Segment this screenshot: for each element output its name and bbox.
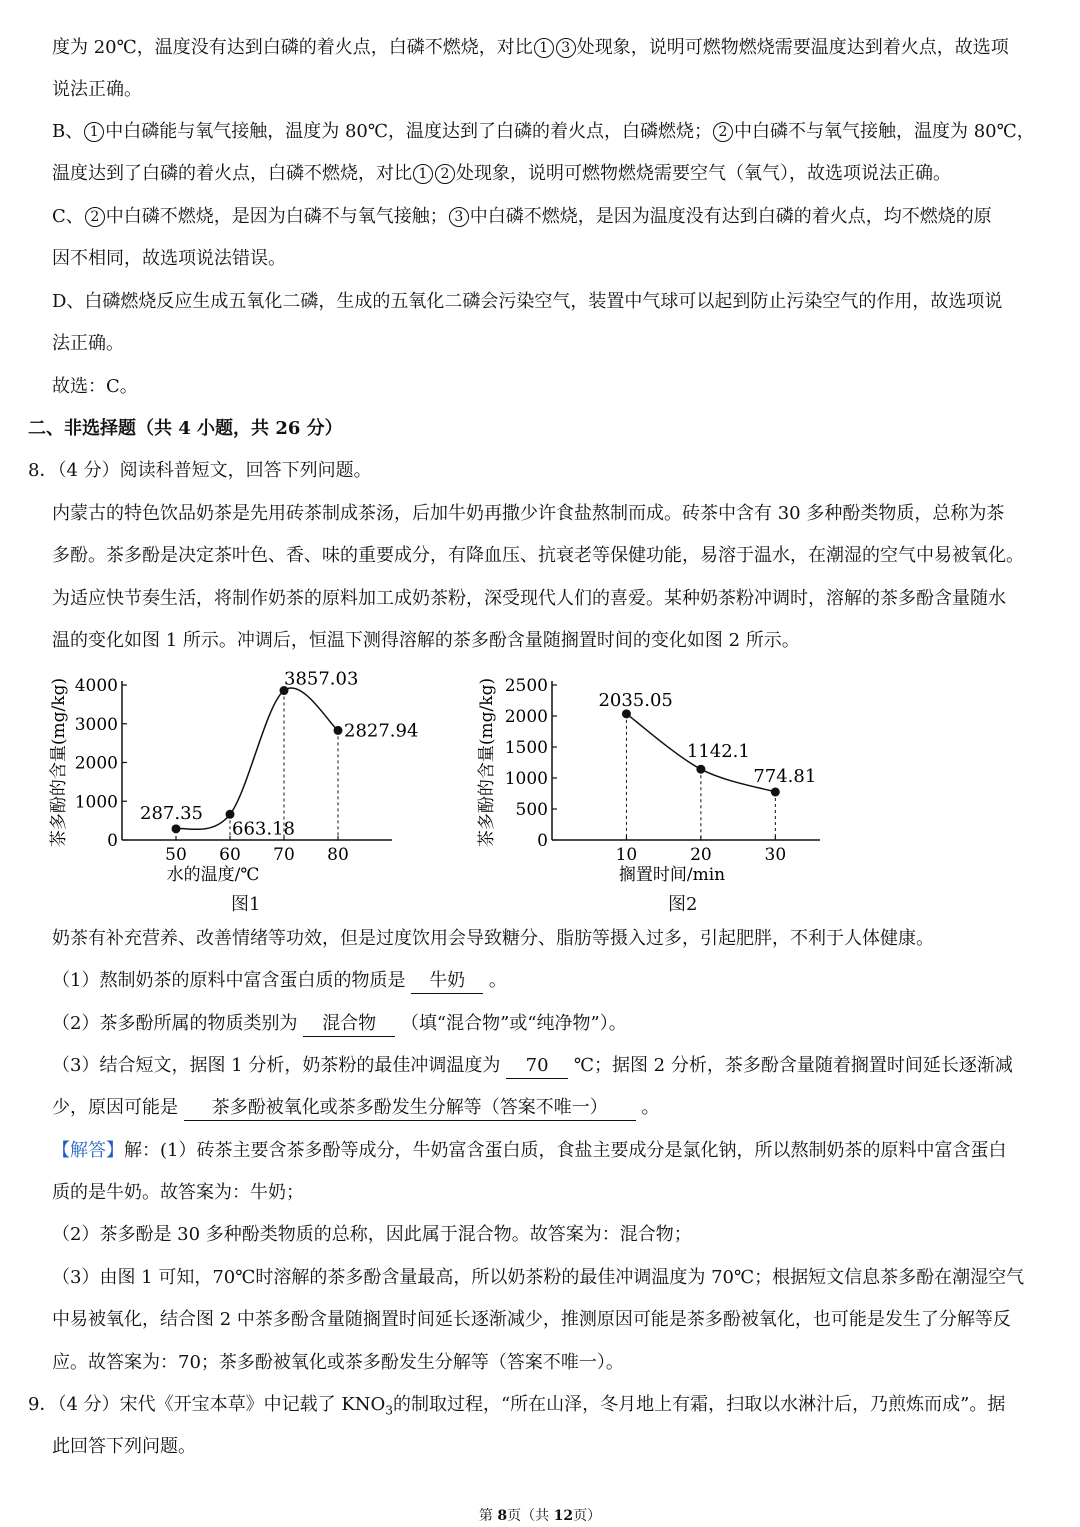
text: 中白磷不与氧气接触，温度为 80℃，	[734, 121, 1035, 142]
figure-1-chart	[40, 662, 440, 884]
text: 页（共	[507, 1508, 554, 1524]
data-point	[172, 824, 181, 833]
data-point	[334, 726, 343, 735]
x-tick-label: 60	[219, 845, 241, 865]
text: 。	[641, 1097, 660, 1118]
passage-line: 多酚。茶多酚是决定茶叶色、香、味的重要成分，有降血压、抗衰老等保健功能，易溶于温水，在潮湿的空气中易被氧化。	[52, 545, 1024, 566]
sub-question-3-cont	[52, 1096, 659, 1121]
x-tick-label: 80	[327, 845, 349, 865]
data-label: 2035.05	[598, 689, 673, 711]
data-label: 663.18	[232, 818, 295, 840]
solution-line: 应。故答案为：70；茶多酚被氧化或茶多酚发生分解等（答案不唯一）。	[52, 1352, 624, 1373]
text: 。	[488, 970, 507, 991]
text: 处现象，说明可燃物燃烧需要温度达到着火点，故选项	[576, 37, 1009, 58]
circled-number: 3	[556, 38, 576, 58]
text: 解：(1）砖茶主要含茶多酚等成分，牛奶富含蛋白质，食盐主要成分是氯化钠，所以熬制奶茶的原料中富含蛋白	[124, 1140, 1007, 1161]
text: 第	[478, 1508, 498, 1524]
y-tick-label: 0	[107, 831, 118, 851]
figure-2-caption: 图2	[668, 894, 698, 915]
y-tick-label: 500	[515, 800, 548, 820]
text: 中白磷不燃烧，是因为白磷不与氧气接触；	[105, 206, 448, 227]
data-label: 2827.94	[344, 720, 419, 742]
solution-line: （2）茶多酚是 30 多种酚类物质的总称，因此属于混合物。故答案为：混合物；	[52, 1224, 692, 1245]
text: 度为 20℃，温度没有达到白磷的着火点，白磷不燃烧，对比	[52, 37, 533, 58]
data-point	[771, 787, 780, 796]
x-axis-label: 水的温度/℃	[166, 865, 260, 884]
y-tick-label: 2500	[504, 676, 548, 696]
page-footer	[0, 1505, 1080, 1525]
figure-1-caption: 图1	[231, 894, 261, 915]
text: 9．（4 分）宋代《开宝本草》中记载了 KNO	[28, 1394, 386, 1415]
sub-question-1	[52, 969, 507, 994]
text: 中白磷能与氧气接触，温度为 80℃，温度达到了白磷的着火点，白磷燃烧；	[105, 121, 712, 142]
page-number: 8	[497, 1508, 508, 1524]
y-tick-label: 1000	[504, 769, 548, 789]
data-label: 3857.03	[284, 668, 359, 690]
answer-blank-4: 茶多酚被氧化或茶多酚发生分解等（答案不唯一）	[184, 1096, 636, 1121]
question-8-heading: 8．（4 分）阅读科普短文，回答下列问题。	[28, 460, 372, 481]
data-point	[696, 765, 705, 774]
x-tick-label: 50	[165, 845, 187, 865]
circled-number: 2	[435, 164, 455, 184]
circled-number: 1	[84, 122, 104, 142]
x-axis-label: 搁置时间/min	[618, 865, 726, 884]
text: 少，原因可能是	[52, 1097, 178, 1118]
passage-line: 为适应快节奏生活，将制作奶茶的原料加工成奶茶粉，深受现代人们的喜爱。某种奶茶粉冲调时，溶解的茶多酚含量随水	[52, 588, 1006, 609]
text: （3）结合短文，据图 1 分析，奶茶粉的最佳冲调温度为	[52, 1055, 501, 1076]
passage-line: 奶茶有补充营养、改善情绪等功效，但是过度饮用会导致糖分、脂肪等摄入过多，引起肥胖，不利于人体健康。	[52, 928, 934, 949]
text: （填“混合物”或“纯净物”）。	[400, 1013, 627, 1034]
circled-number: 3	[449, 207, 469, 227]
text: 中白磷不燃烧，是因为温度没有达到白磷的着火点，均不燃烧的原	[469, 206, 992, 227]
sub-question-2	[52, 1012, 627, 1037]
text: 页）	[573, 1508, 602, 1524]
figure-2-chart	[470, 662, 830, 884]
text: ℃；据图 2 分析，茶多酚含量随着搁置时间延长逐渐减	[573, 1055, 1013, 1076]
page-total: 12	[553, 1508, 574, 1524]
option-c-line	[52, 205, 992, 229]
passage-line: 内蒙古的特色饮品奶茶是先用砖茶制成茶汤，后加牛奶再撒少许食盐熬制而成。砖茶中含有 30 多种酚类物质，总称为茶	[52, 503, 1005, 524]
solution-tag: 【解答】	[52, 1140, 124, 1161]
circled-number: 1	[413, 164, 433, 184]
answer-blank-3: 70	[506, 1054, 568, 1079]
solution-line	[52, 1139, 1006, 1163]
text: （2）茶多酚所属的物质类别为	[52, 1013, 298, 1034]
data-label: 287.35	[140, 802, 203, 824]
y-tick-label: 4000	[74, 676, 118, 696]
text: 处现象，说明可燃物燃烧需要空气（氧气），故选项说法正确。	[456, 163, 951, 184]
text: B、	[52, 121, 84, 142]
y-tick-label: 3000	[74, 714, 118, 735]
text-line	[52, 162, 951, 186]
text: 的制取过程，“所在山泽，冬月地上有霜，扫取以水淋汁后，乃煎炼而成”。据	[392, 1394, 1006, 1415]
text-line: 因不相同，故选项说法错误。	[52, 248, 286, 269]
sub-question-3	[52, 1054, 1013, 1079]
option-b-line	[52, 120, 1035, 144]
y-tick-label: 2000	[504, 707, 548, 727]
text-line: 此回答下列问题。	[52, 1436, 196, 1457]
y-tick-label: 2000	[74, 753, 118, 774]
solution-line: 中易被氧化，结合图 2 中茶多酚含量随搁置时间延长逐渐减少，推测原因可能是茶多酚被氧化，也可能是发生了分解等反	[52, 1309, 1011, 1330]
x-tick-label: 10	[615, 845, 638, 865]
y-axis-label: 茶多酚的含量(mg/kg)	[49, 677, 69, 848]
x-tick-label: 70	[273, 845, 295, 865]
y-axis-label: 茶多酚的含量(mg/kg)	[477, 677, 497, 848]
passage-line: 温的变化如图 1 所示。冲调后，恒温下测得溶解的茶多酚含量随搁置时间的变化如图 2 所示。	[52, 630, 800, 651]
section-heading: 二、非选择题（共 4 小题，共 26 分）	[28, 418, 343, 439]
solution-line: 质的是牛奶。故答案为：牛奶；	[52, 1182, 304, 1203]
circled-number: 2	[713, 122, 733, 142]
solution-line: （3）由图 1 可知，70℃时溶解的茶多酚含量最高，所以奶茶粉的最佳冲调温度为 70℃；根据短文信息茶多酚在潮湿空气	[52, 1267, 1025, 1288]
data-label: 1142.1	[686, 741, 750, 763]
text-line: 说法正确。	[52, 79, 142, 100]
y-tick-label: 1000	[74, 792, 118, 813]
circled-number: 1	[534, 38, 554, 58]
text: 温度达到了白磷的着火点，白磷不燃烧，对比	[52, 163, 412, 184]
answer-blank-2: 混合物	[303, 1012, 395, 1037]
y-tick-label: 0	[537, 831, 548, 851]
question-9-heading	[28, 1393, 1005, 1423]
option-d-line: D、白磷燃烧反应生成五氧化二磷，生成的五氧化二磷会污染空气，装置中气球可以起到防止污染空气的作用，故选项说	[52, 291, 1003, 312]
x-tick-label: 20	[690, 845, 712, 865]
y-tick-label: 1500	[504, 738, 548, 758]
text-line	[52, 36, 1009, 60]
answer-blank-1: 牛奶	[411, 969, 483, 994]
text-line: 法正确。	[52, 333, 124, 354]
circled-number: 2	[85, 207, 105, 227]
text: C、	[52, 206, 84, 227]
x-tick-label: 30	[764, 845, 787, 865]
text: （1）熬制奶茶的原料中富含蛋白质的物质是	[52, 970, 406, 991]
answer-line: 故选：C。	[52, 376, 138, 397]
subscript: 3	[385, 1403, 393, 1418]
data-label: 774.81	[753, 765, 817, 787]
